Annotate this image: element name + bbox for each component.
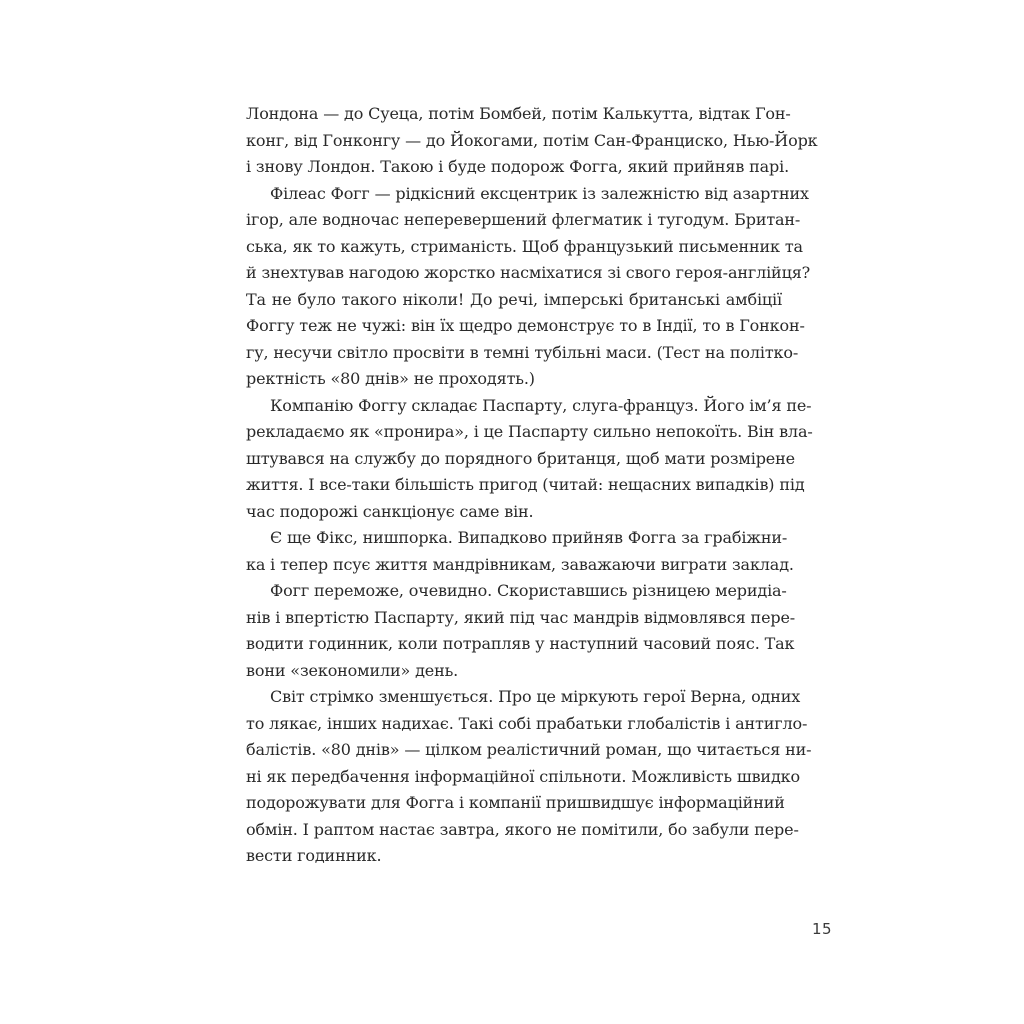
text-line: Світ стрімко зменшується. Про це міркують герої Верна, одних: [270, 687, 801, 706]
text-line: Компанію Фоггу складає Паспарту, слуга-француз. Його ім’я пе-: [270, 395, 812, 415]
paragraph-6: [246, 684, 812, 870]
paragraph-3: [246, 393, 813, 526]
text-line: ректність «80 днів» не проходять.): [246, 369, 535, 388]
text-line: вони «зекономили» день.: [246, 660, 459, 680]
page-number: 15: [812, 920, 833, 938]
text-line: Фоггу теж не чужі: він їх щедро демонструє то в Індії, то в Гонкон-: [246, 316, 805, 335]
text-line: і знову Лондон. Такою і буде подорож Фогга, який прийняв парі.: [246, 157, 790, 176]
paragraph-5: [246, 578, 796, 684]
text-line: й знехтував нагодою жорстко насміхатися зі свого героя-англійця?: [246, 263, 811, 282]
text-line: Філеас Фогг — рідкісний ексцентрик із залежністю від азартних: [270, 183, 809, 203]
paragraph-4: [246, 525, 794, 578]
text-line: гу, несучи світло просвіти в темні тубільні маси. (Тест на політко-: [246, 342, 799, 362]
text-line: Лондона — до Суеца, потім Бомбей, потім Калькутта, відтак Гон-: [246, 104, 791, 123]
text-line: Є ще Фікс, нишпорка. Випадково прийняв Фогга за грабіжни-: [270, 528, 788, 547]
text-line: час подорожі санкціонує саме він.: [246, 501, 534, 521]
text-line: подорожувати для Фогга і компанії пришвидшує інформаційний: [246, 793, 785, 812]
text-line: життя. І все-таки більшість пригод (читай: нещасних випадків) під: [246, 475, 805, 494]
text-line: водити годинник, коли потрапляв у наступний часовий пояс. Так: [246, 634, 795, 653]
text-line: ка і тепер псує життя мандрівникам, заважаючи виграти заклад.: [246, 554, 794, 574]
text-line: ігор, але водночас неперевершений флегматик і тугодум. Британ-: [246, 210, 801, 229]
text-line: ні як передбачення інформаційної спільноти. Можливість швидко: [246, 766, 800, 786]
text-line: то лякає, інших надихає. Такі собі прабатьки глобалістів і антигло-: [246, 713, 808, 733]
text-line: нів і впертістю Паспарту, який під час мандрів відмовлявся пере-: [246, 607, 796, 627]
text-line: Фогг переможе, очевидно. Скориставшись різницею меридіа-: [270, 581, 787, 600]
paragraph-2: [246, 181, 811, 393]
text-line: обмін. І раптом настає завтра, якого не помітили, бо забули пере-: [246, 819, 799, 839]
text-line: балістів. «80 днів» — цілком реалістичний роман, що читається ни-: [246, 740, 812, 759]
text-line: вести годинник.: [246, 846, 382, 865]
text-line: штувався на службу до порядного британця, щоб мати розмірене: [246, 448, 795, 468]
text-line: Та не було такого ніколи! До речі, імперські британські амбіції: [246, 289, 782, 309]
text-line: конг, від Гонконгу — до Йокогами, потім Сан-Франциско, Нью-Йорк: [246, 130, 818, 150]
body-text: [246, 101, 818, 870]
text-line: ська, як то кажуть, стриманість. Щоб французький письменник та: [246, 236, 803, 256]
text-line: рекладаємо як «пронира», і це Паспарту сильно непокоїть. Він вла-: [246, 422, 813, 441]
paragraph-1: [246, 101, 818, 181]
